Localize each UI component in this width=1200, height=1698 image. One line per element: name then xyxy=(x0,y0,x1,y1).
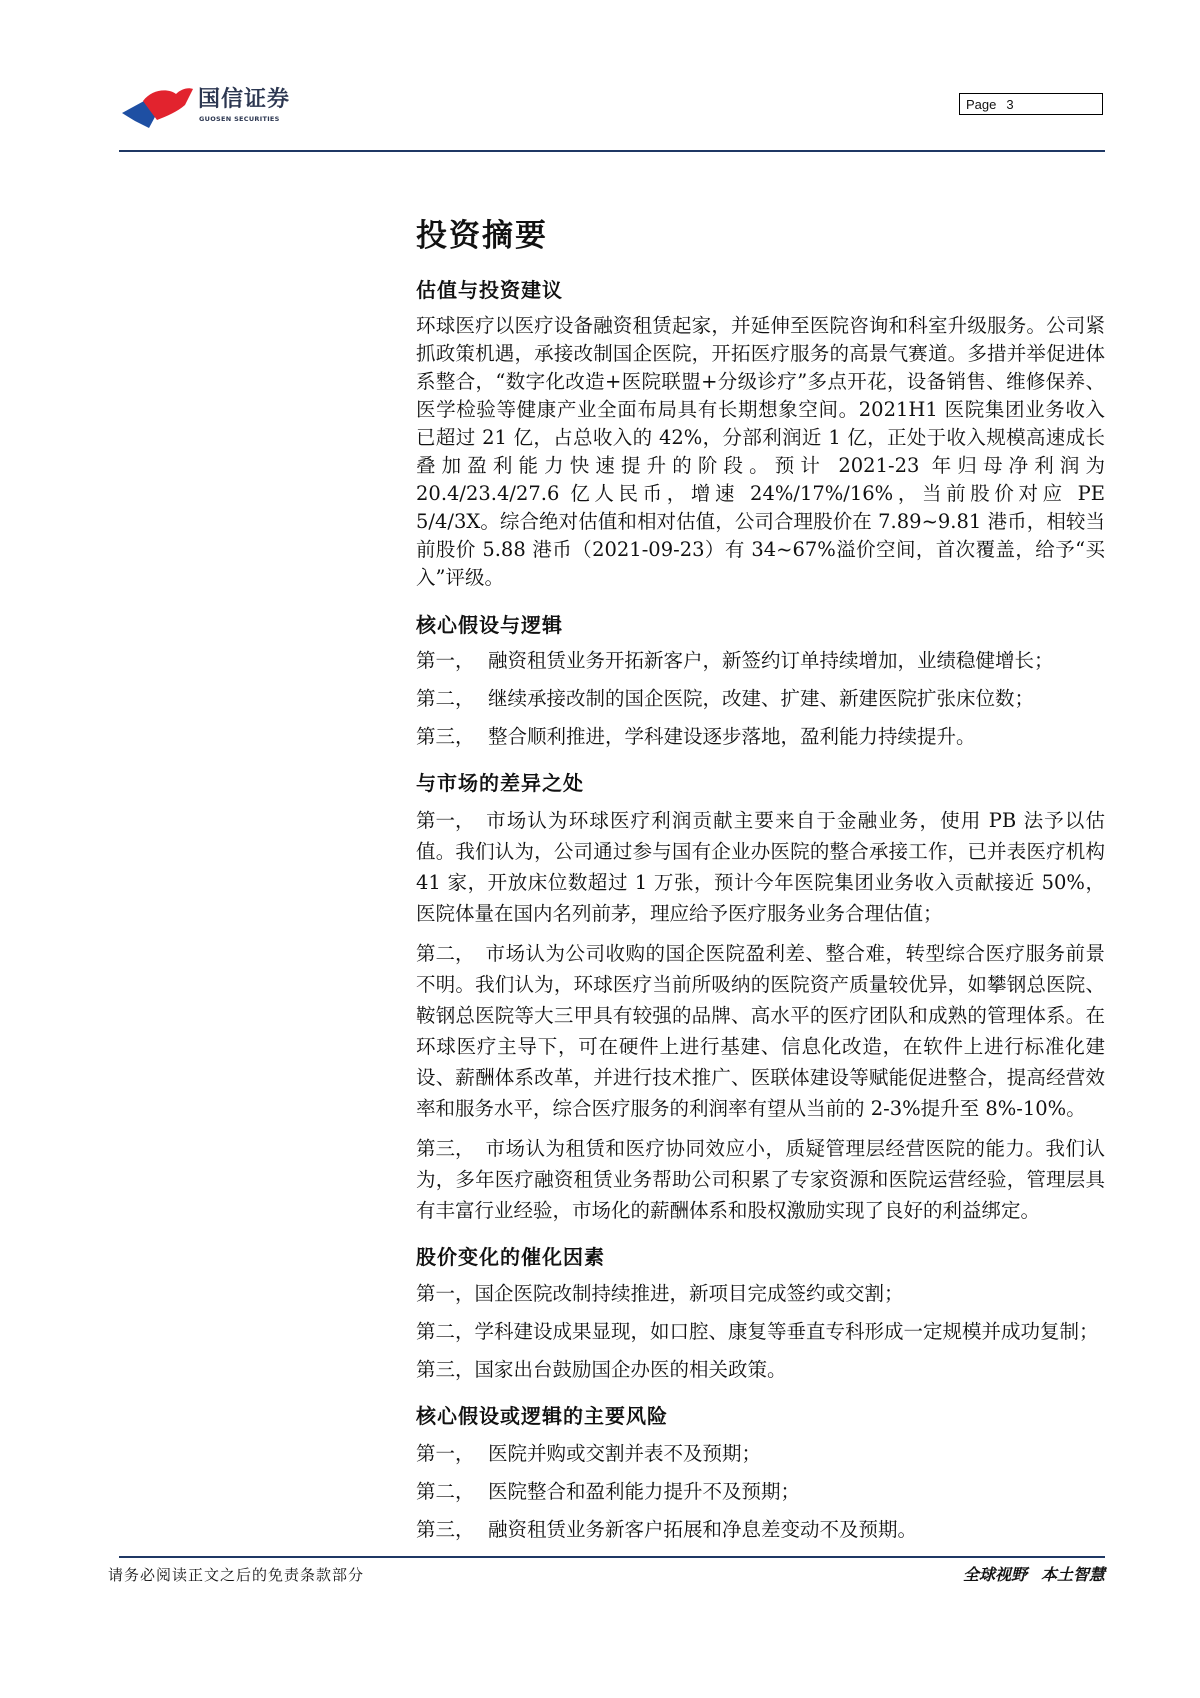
list-item-text: 医院整合和盈利能力提升不及预期； xyxy=(488,1480,801,1503)
market-difference-paragraph xyxy=(416,805,1105,929)
section-heading-valuation: 估值与投资建议 xyxy=(416,278,563,302)
list-item-label: 第一， xyxy=(416,649,475,672)
paragraph-text: 市场认为环球医疗利润贡献主要来自于金融业务，使用 PB 法予以估值。我们认为，公司通过参与国有企业办医院的整合承接工作，已并表医疗机构 41 家，开放床位数超过 1 万张，预计今年医院集团业务收入贡献接近 50%，医院体量在国内名列前茅，理应给予医疗服务业务合理估值； xyxy=(416,809,1105,925)
investment-summary xyxy=(416,216,1105,1549)
footer-slogan-part-2: 本土智慧 xyxy=(1040,1565,1105,1584)
market-difference-paragraph xyxy=(416,938,1105,1124)
list-item xyxy=(416,1473,1105,1511)
valuation-paragraph: 环球医疗以医疗设备融资租赁起家，并延伸至医院咨询和科室升级服务。公司紧抓政策机遇，承接改制国企医院，开拓医疗服务的高景气赛道。多措并举促进体系整合，“数字化改造+医院联盟+分级诊疗”多点开花，设备销售、维修保养、医学检验等健康产业全面布局具有长期想象空间。2021H1 医院集团业务收入已超过 21 亿，占总收入的 42%，分部利润近 1 亿，正处于收入规模高速成长叠加盈利能力快速提升的阶段。预计 2021-23 年归母净利润为 20.4/23.4/27.6 亿人民币，增速 24%/17%/16%，当前股价对应 PE 5/4/3X。综合绝对估值和相对估值，公司合理股价在 7.89~9.81 港币，相较当前股价 5.88 港币（2021-09-23）有 34~67%溢价空间，首次覆盖，给予“买入”评级。 xyxy=(416,314,1105,589)
market-difference-section xyxy=(416,769,1105,1226)
paragraph-label: 第三， xyxy=(416,1137,475,1160)
section-heading-core-assumptions: 核心假设与逻辑 xyxy=(416,613,563,637)
guosen-logo-icon xyxy=(122,86,194,130)
header-divider xyxy=(119,150,1105,152)
list-item-text: 融资租赁业务新客户拓展和净息差变动不及预期。 xyxy=(488,1518,918,1541)
list-item-label: 第三， xyxy=(416,1518,475,1541)
list-item-text: 继续承接改制的国企医院，改建、扩建、新建医院扩张床位数； xyxy=(488,687,1035,710)
page-number: 3 xyxy=(1006,97,1014,112)
list-item-label: 第三， xyxy=(416,725,475,748)
logo-name-cn: 国信证券 xyxy=(198,87,291,112)
section-heading-market-difference: 与市场的差异之处 xyxy=(416,771,584,795)
risks-list xyxy=(416,1435,1105,1549)
list-item xyxy=(416,718,1105,756)
list-item xyxy=(416,642,1105,680)
list-item-text: 整合顺利推进，学科建设逐步落地，盈利能力持续提升。 xyxy=(488,725,976,748)
list-item-text: 医院并购或交割并表不及预期； xyxy=(488,1442,762,1465)
list-item: 第一，国企医院改制持续推进，新项目完成签约或交割； xyxy=(416,1282,904,1305)
list-item-label: 第二， xyxy=(416,1480,475,1503)
page-indicator xyxy=(959,93,1103,115)
market-difference-paragraph xyxy=(416,1133,1105,1226)
list-item xyxy=(416,680,1105,718)
valuation-section xyxy=(416,276,1105,592)
list-item xyxy=(416,1511,1105,1549)
footer-divider xyxy=(119,1556,1105,1558)
catalysts-list xyxy=(416,1275,1105,1389)
page-label: Page xyxy=(966,97,997,112)
list-item: 第二，学科建设成果显现，如口腔、康复等垂直专科形成一定规模并成功复制； xyxy=(416,1320,1099,1343)
core-assumptions-list xyxy=(416,642,1105,756)
list-item-text: 融资租赁业务开拓新客户，新签约订单持续增加，业绩稳健增长； xyxy=(488,649,1054,672)
footer-slogan xyxy=(963,1564,1105,1586)
list-item-label: 第一， xyxy=(416,1442,475,1465)
catalysts-section xyxy=(416,1243,1105,1389)
paragraph-label: 第二， xyxy=(416,942,475,965)
risks-section xyxy=(416,1402,1105,1549)
page-title: 投资摘要 xyxy=(416,218,548,254)
paragraph-text: 市场认为租赁和医疗协同效应小，质疑管理层经营医院的能力。我们认为，多年医疗融资租赁业务帮助公司积累了专家资源和医院运营经验，管理层具有丰富行业经验，市场化的薪酬体系和股权激励实现了良好的利益绑定。 xyxy=(416,1137,1105,1222)
paragraph-text: 市场认为公司收购的国企医院盈利差、整合难，转型综合医疗服务前景不明。我们认为，环球医疗当前所吸纳的医院资产质量较优异，如攀钢总医院、鞍钢总医院等大三甲具有较强的品牌、高水平的医疗团队和成熟的管理体系。在环球医疗主导下，可在硬件上进行基建、信息化改造，在软件上进行标准化建设、薪酬体系改革，并进行技术推广、医联体建设等赋能促进整合，提高经营效率和服务水平，综合医疗服务的利润率有望从当前的 2-3%提升至 8%-10%。 xyxy=(416,942,1105,1120)
paragraph-label: 第一， xyxy=(416,809,475,832)
list-item-label: 第二， xyxy=(416,687,475,710)
logo-name-en: GUOSEN SECURITIES xyxy=(199,115,280,123)
list-item xyxy=(416,1435,1105,1473)
footer-disclaimer: 请务必阅读正文之后的免责条款部分 xyxy=(108,1566,365,1584)
core-assumptions-section xyxy=(416,611,1105,756)
footer-slogan-part-1: 全球视野 xyxy=(962,1565,1027,1584)
section-heading-catalysts: 股价变化的催化因素 xyxy=(416,1245,605,1269)
section-heading-risks: 核心假设或逻辑的主要风险 xyxy=(416,1404,668,1428)
list-item: 第三，国家出台鼓励国企办医的相关政策。 xyxy=(416,1358,787,1381)
